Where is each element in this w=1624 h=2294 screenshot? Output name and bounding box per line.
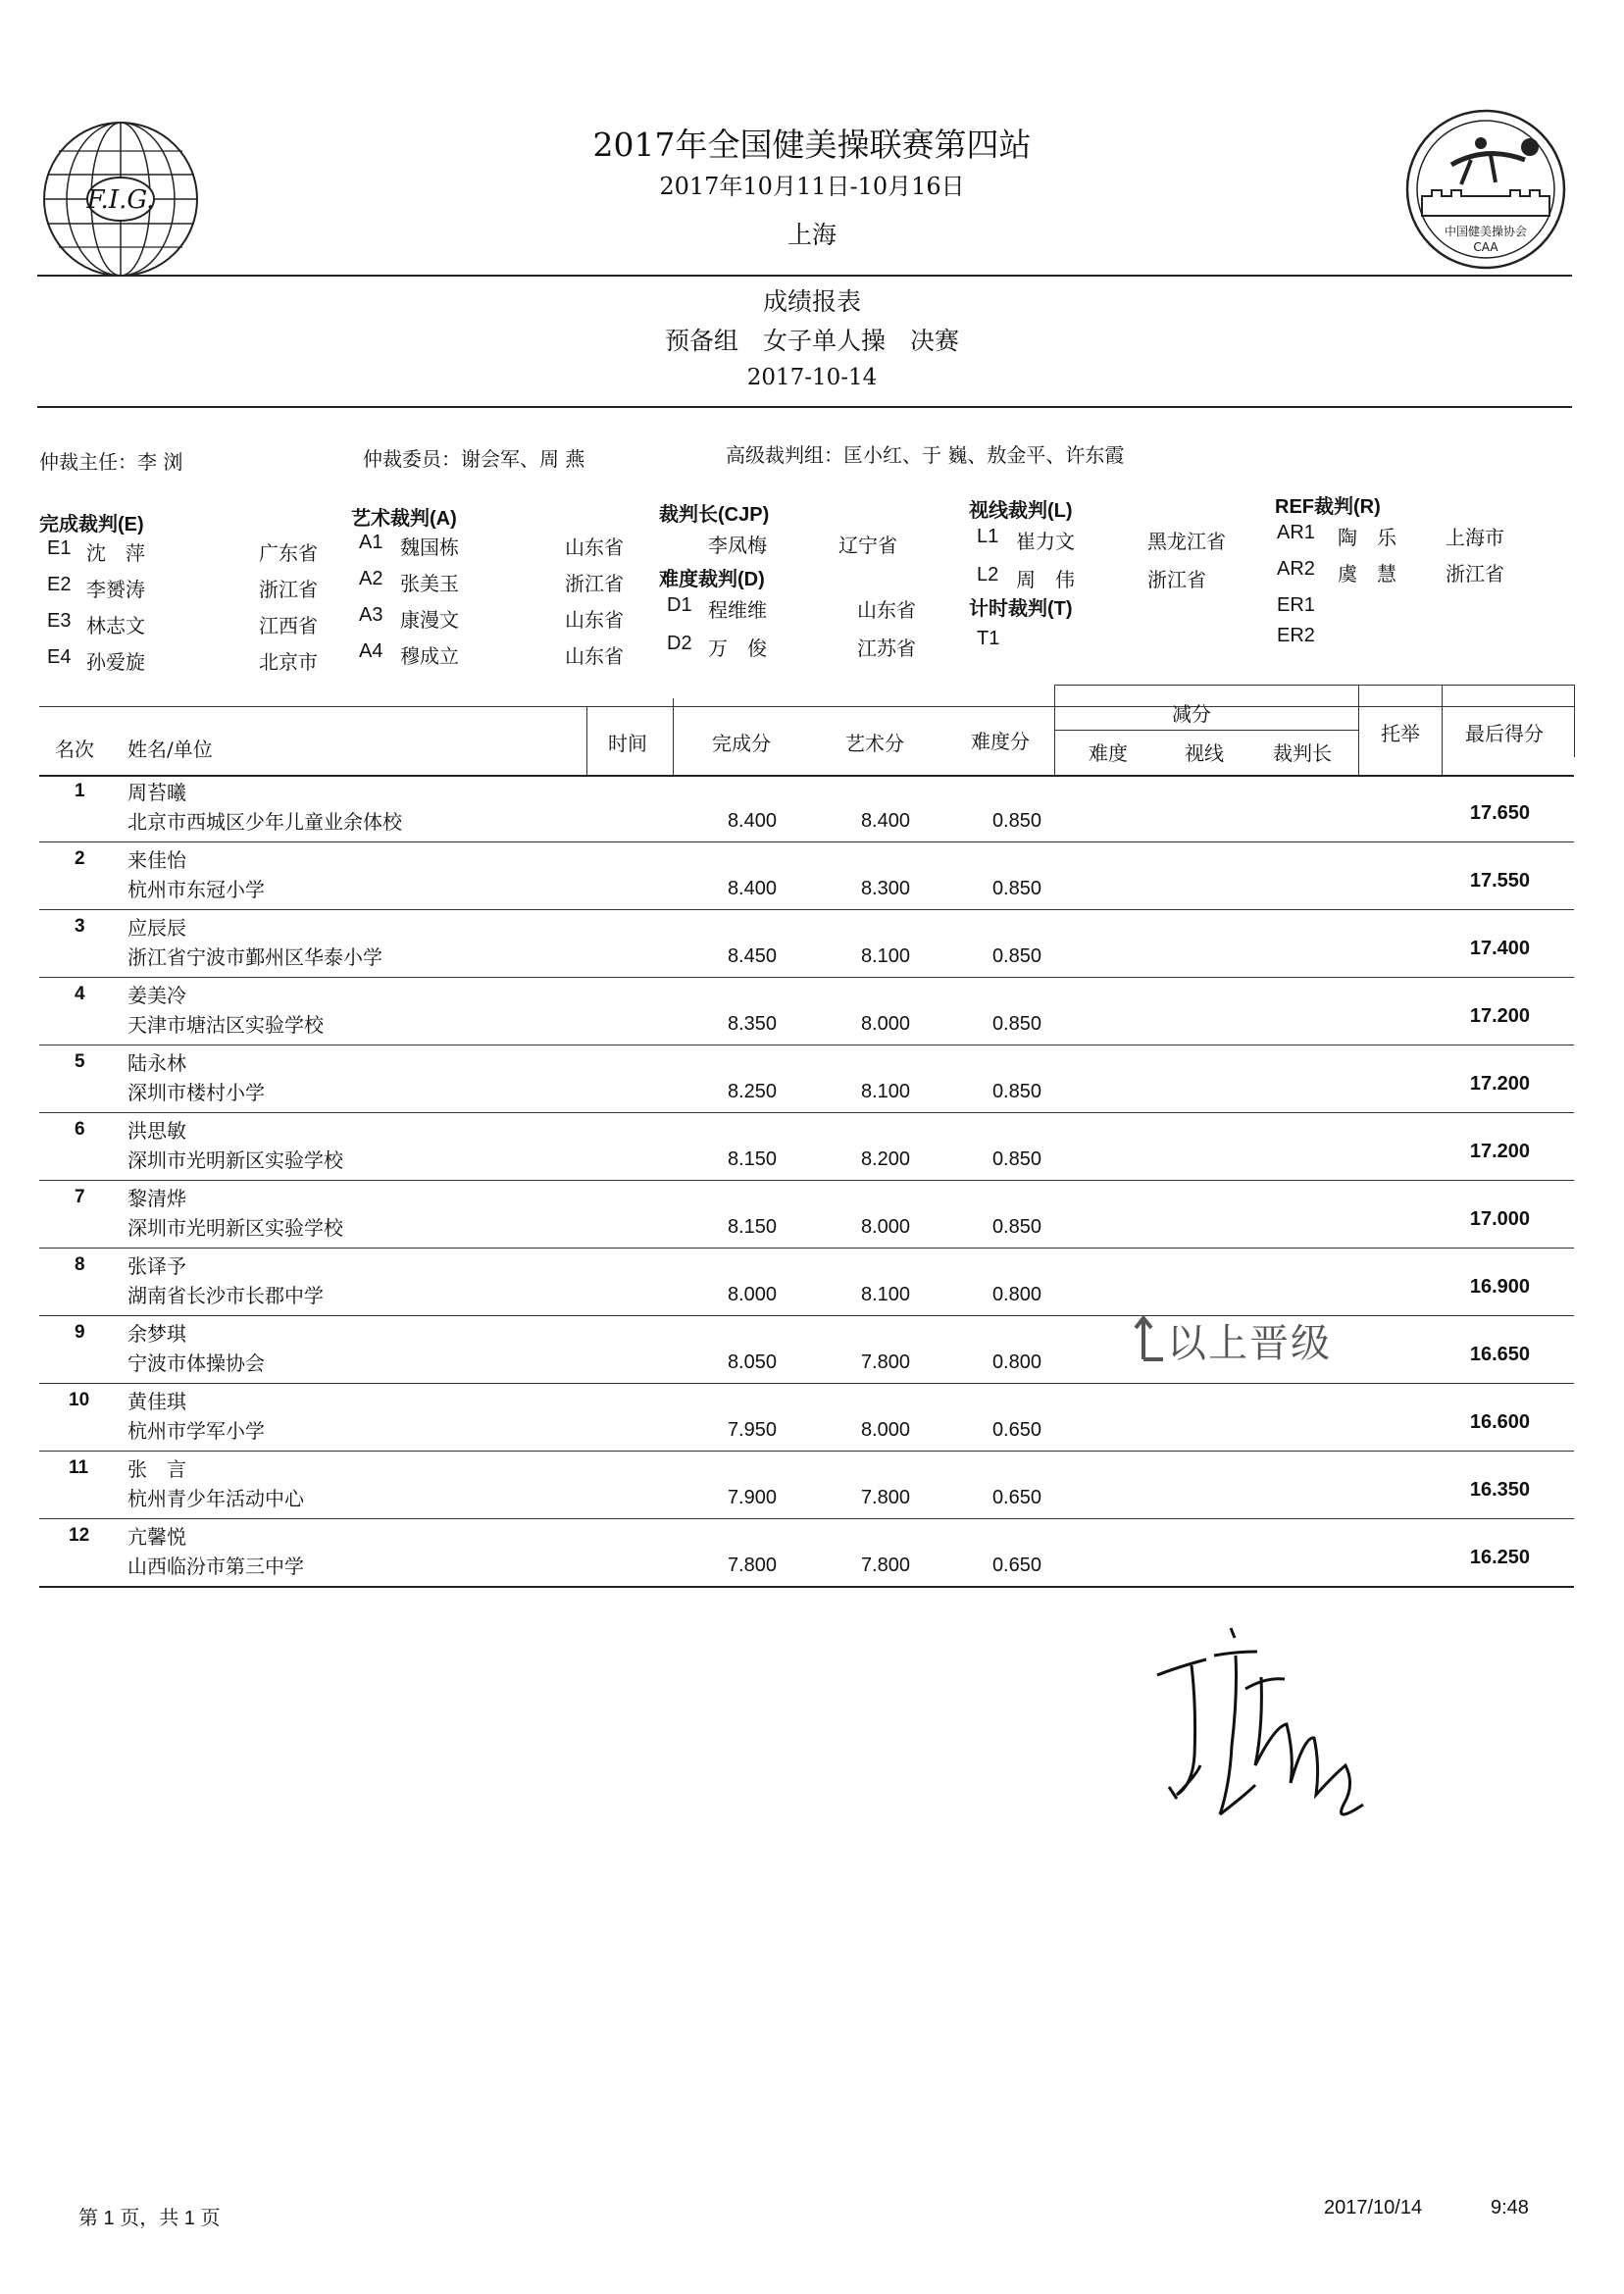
athlete-name: 应辰辰 — [127, 916, 186, 940]
judge-code: E1 — [47, 537, 72, 559]
artistic-score: 8.100 — [860, 945, 910, 967]
judge-region: 浙江省 — [1147, 568, 1206, 591]
difficulty-score: 0.800 — [991, 1284, 1041, 1305]
judge-name — [1338, 625, 1446, 647]
difficulty-score: 0.850 — [991, 810, 1041, 832]
senior-judges — [726, 439, 1124, 468]
judge-code: E4 — [47, 646, 72, 668]
execution-score: 7.900 — [727, 1487, 777, 1508]
col-time: 时间 — [608, 732, 647, 755]
up-arrow-icon — [1130, 1312, 1169, 1363]
col-ded-difficulty: 难度 — [1089, 741, 1128, 765]
final-score: 16.900 — [1469, 1276, 1530, 1298]
athlete-unit: 杭州市学军小学 — [127, 1419, 265, 1443]
rank: 11 — [69, 1457, 89, 1478]
rank: 3 — [75, 916, 85, 937]
print-date: 2017/10/14 — [1324, 2197, 1423, 2218]
difficulty-judges — [667, 594, 924, 661]
difficulty-score: 0.850 — [991, 1148, 1041, 1170]
report-date: 2017-10-14 — [746, 365, 878, 390]
judge-code: D2 — [667, 633, 692, 654]
athlete-name: 黄佳琪 — [127, 1390, 186, 1413]
time-judges-title: 计时裁判(T) — [969, 598, 1073, 620]
judge-code: A4 — [359, 640, 383, 662]
col-rank: 名次 — [55, 738, 94, 761]
report-title: 成绩报表 — [762, 287, 861, 316]
event-dates: 2017年10月11日-10月16日 — [659, 173, 965, 200]
execution-score: 7.950 — [727, 1419, 777, 1441]
execution-score: 8.150 — [727, 1216, 777, 1238]
execution-judges — [47, 537, 341, 675]
page-number: 第 1 页，共 1 页 — [78, 2208, 221, 2229]
judge-code: AR2 — [1277, 558, 1315, 580]
athlete-name: 张 言 — [127, 1457, 186, 1481]
artistic-score: 8.400 — [860, 810, 910, 832]
athlete-name: 亢馨悦 — [127, 1525, 186, 1549]
athlete-name: 姜美冷 — [127, 984, 186, 1007]
event-city: 上海 — [787, 221, 837, 249]
table-row — [39, 1452, 1574, 1519]
judge-region: 山东省 — [565, 535, 624, 559]
judge-region: 浙江省 — [1446, 562, 1504, 586]
committee-names: 谢会军、周 燕 — [461, 447, 585, 471]
cjp-region: 辽宁省 — [838, 534, 897, 557]
table-row — [39, 1316, 1574, 1384]
athlete-name: 余梦琪 — [127, 1322, 186, 1346]
header-divider — [37, 275, 1572, 277]
judge-code: ER1 — [1277, 594, 1315, 616]
difficulty-score: 0.850 — [991, 945, 1041, 967]
table-row — [39, 1045, 1574, 1113]
svg-text:CAA: CAA — [1473, 240, 1498, 254]
col-artistic: 艺术分 — [845, 732, 904, 755]
execution-score: 8.000 — [727, 1284, 777, 1305]
athlete-name: 陆永林 — [127, 1051, 186, 1075]
difficulty-score: 0.650 — [991, 1419, 1041, 1441]
final-score: 17.200 — [1469, 1141, 1530, 1162]
rank: 6 — [75, 1119, 85, 1140]
chief-name: 李 浏 — [137, 450, 183, 474]
athlete-unit: 湖南省长沙市长郡中学 — [127, 1284, 324, 1307]
judge-region: 山东省 — [565, 608, 624, 632]
judge-code: D1 — [667, 594, 692, 616]
col-ded-line: 视线 — [1185, 741, 1224, 765]
final-score: 17.000 — [1469, 1208, 1530, 1230]
final-score: 17.650 — [1469, 802, 1530, 824]
execution-score: 8.450 — [727, 945, 777, 967]
col-difficulty: 难度分 — [971, 730, 1030, 753]
line-judges — [977, 526, 1261, 592]
execution-score: 8.400 — [727, 878, 777, 899]
ref-judges-title: REF裁判(R) — [1275, 496, 1381, 518]
rank: 1 — [75, 781, 85, 801]
rank: 9 — [75, 1322, 85, 1343]
table-row — [39, 775, 1574, 842]
judge-name: 穆成立 — [400, 644, 459, 668]
senior-label: 高级裁判组： — [726, 443, 843, 467]
col-name-unit: 姓名/单位 — [127, 738, 213, 761]
athlete-unit: 杭州市东冠小学 — [127, 878, 265, 901]
athlete-unit: 浙江省宁波市鄞州区华泰小学 — [127, 945, 382, 969]
judge-name: 孙爱旋 — [86, 650, 145, 674]
execution-judges-title: 完成裁判(E) — [39, 514, 144, 535]
execution-score: 8.350 — [727, 1013, 777, 1035]
final-score: 17.400 — [1469, 938, 1530, 959]
judge-region: 江苏省 — [857, 637, 916, 660]
judge-region: 山东省 — [857, 598, 916, 622]
line-judges-title: 视线裁判(L) — [969, 500, 1073, 522]
artistic-score: 8.000 — [860, 1419, 910, 1441]
judge-name: 万 俊 — [708, 637, 767, 660]
judge-region: 浙江省 — [259, 578, 318, 601]
judge-code: L1 — [977, 526, 999, 547]
chief-arbiter — [39, 446, 182, 475]
judge-name — [1338, 594, 1446, 617]
difficulty-score: 0.850 — [991, 1216, 1041, 1238]
cjp-title: 裁判长(CJP) — [659, 504, 770, 526]
artistic-score: 8.300 — [860, 878, 910, 899]
rank: 4 — [75, 984, 85, 1004]
athlete-unit: 深圳市楼村小学 — [127, 1081, 265, 1104]
chief-label: 仲裁主任： — [39, 450, 137, 474]
rank: 7 — [75, 1187, 85, 1207]
report-category: 预备组 女子单人操 决赛 — [664, 327, 959, 355]
col-final: 最后得分 — [1465, 722, 1544, 745]
col-ded-cjp: 裁判长 — [1273, 741, 1332, 765]
table-row — [39, 1249, 1574, 1316]
advancement-text: 以上晋级 — [1167, 1321, 1332, 1366]
signature — [1138, 1608, 1393, 1844]
artistic-score: 7.800 — [860, 1351, 910, 1373]
final-score: 17.200 — [1469, 1073, 1530, 1095]
execution-score: 7.800 — [727, 1555, 777, 1576]
judge-name: 周 伟 — [1016, 568, 1075, 591]
difficulty-score: 0.800 — [991, 1351, 1041, 1373]
artistic-score: 8.200 — [860, 1148, 910, 1170]
final-score: 17.550 — [1469, 870, 1530, 892]
judge-code: A3 — [359, 604, 383, 626]
athlete-unit: 杭州青少年活动中心 — [127, 1487, 304, 1510]
senior-names: 匡小红、于 巍、敖金平、许东霞 — [843, 443, 1125, 467]
athlete-name: 来佳怡 — [127, 848, 186, 872]
athlete-unit: 山西临汾市第三中学 — [127, 1555, 304, 1578]
judge-code: A2 — [359, 568, 383, 589]
judge-code: L2 — [977, 564, 999, 586]
judge-region: 江西省 — [259, 614, 318, 637]
judge-region: 山东省 — [565, 644, 624, 668]
table-row — [39, 1181, 1574, 1249]
judge-name: 崔力文 — [1016, 530, 1075, 553]
judge-region: 黑龙江省 — [1147, 530, 1226, 553]
judge-region — [1446, 625, 1563, 647]
final-score: 16.350 — [1469, 1479, 1530, 1501]
judge-region: 浙江省 — [565, 572, 624, 595]
athlete-unit: 北京市西城区少年儿童业余体校 — [127, 810, 402, 834]
execution-score: 8.050 — [727, 1351, 777, 1373]
rank: 2 — [75, 848, 85, 869]
athlete-unit: 深圳市光明新区实验学校 — [127, 1216, 343, 1240]
athlete-unit: 深圳市光明新区实验学校 — [127, 1148, 343, 1172]
execution-score: 8.400 — [727, 810, 777, 832]
artistic-score: 8.000 — [860, 1013, 910, 1035]
judge-name: 林志文 — [86, 614, 145, 637]
ref-judges — [1277, 522, 1563, 647]
difficulty-score: 0.650 — [991, 1555, 1041, 1576]
rank: 5 — [75, 1051, 85, 1072]
artistic-judges-title: 艺术裁判(A) — [351, 508, 457, 530]
athlete-name: 洪思敏 — [127, 1119, 186, 1143]
rank: 12 — [69, 1525, 90, 1546]
table-row — [39, 1519, 1574, 1587]
time-judge-code: T1 — [977, 628, 1000, 649]
final-score: 16.650 — [1469, 1344, 1530, 1365]
table-row — [39, 1384, 1574, 1452]
judge-name: 张美玉 — [400, 572, 459, 595]
artistic-score: 8.000 — [860, 1216, 910, 1238]
committee-label: 仲裁委员： — [363, 447, 461, 471]
svg-text:F.I.G.: F.I.G. — [86, 185, 155, 215]
judge-region — [1446, 594, 1563, 617]
difficulty-score: 0.850 — [991, 878, 1041, 899]
judge-name: 沈 萍 — [86, 541, 145, 565]
difficulty-score: 0.850 — [991, 1013, 1041, 1035]
artistic-score: 7.800 — [860, 1555, 910, 1576]
artistic-score: 7.800 — [860, 1487, 910, 1508]
final-score: 16.600 — [1469, 1411, 1530, 1433]
judge-code: E3 — [47, 610, 72, 632]
judge-region: 北京市 — [259, 650, 318, 674]
artistic-judges — [359, 532, 626, 669]
judge-code: E2 — [47, 574, 72, 595]
judge-code: AR1 — [1277, 522, 1315, 543]
artistic-score: 8.100 — [860, 1081, 910, 1102]
judge-name: 魏国栋 — [400, 535, 459, 559]
difficulty-judges-title: 难度裁判(D) — [659, 569, 765, 590]
report-divider — [37, 406, 1572, 408]
table-row — [39, 978, 1574, 1045]
event-title: 2017年全国健美操联赛第四站 — [592, 126, 1032, 164]
judge-code: A1 — [359, 532, 383, 553]
judge-name: 李赟涛 — [86, 578, 145, 601]
table-row — [39, 842, 1574, 910]
final-score: 17.200 — [1469, 1005, 1530, 1027]
cjp-name: 李凤梅 — [708, 534, 767, 557]
col-deductions: 减分 — [1172, 702, 1211, 726]
judge-name: 康漫文 — [400, 608, 459, 632]
execution-score: 8.250 — [727, 1081, 777, 1102]
judge-name: 虞 慧 — [1338, 562, 1396, 586]
athlete-unit: 天津市塘沽区实验学校 — [127, 1013, 324, 1037]
judge-name: 程维维 — [708, 598, 767, 622]
judge-name: 陶 乐 — [1338, 526, 1396, 549]
rank: 8 — [75, 1254, 85, 1275]
judge-region: 广东省 — [259, 541, 318, 565]
athlete-name: 黎清烨 — [127, 1187, 186, 1210]
table-row — [39, 1113, 1574, 1181]
print-time: 9:48 — [1491, 2197, 1529, 2218]
athlete-name: 张译予 — [127, 1254, 186, 1278]
col-execution: 完成分 — [712, 732, 771, 755]
athlete-unit: 宁波市体操协会 — [127, 1351, 265, 1375]
judge-code: ER2 — [1277, 625, 1315, 646]
table-row — [39, 910, 1574, 978]
arbitration-committee — [363, 443, 584, 472]
final-score: 16.250 — [1469, 1547, 1530, 1568]
difficulty-score: 0.650 — [991, 1487, 1041, 1508]
judge-region: 上海市 — [1446, 526, 1504, 549]
execution-score: 8.150 — [727, 1148, 777, 1170]
col-lift: 托举 — [1381, 722, 1420, 745]
difficulty-score: 0.850 — [991, 1081, 1041, 1102]
athlete-name: 周苔曦 — [127, 781, 186, 804]
artistic-score: 8.100 — [860, 1284, 910, 1305]
svg-text:中国健美操协会: 中国健美操协会 — [1444, 225, 1528, 238]
rank: 10 — [69, 1390, 90, 1410]
